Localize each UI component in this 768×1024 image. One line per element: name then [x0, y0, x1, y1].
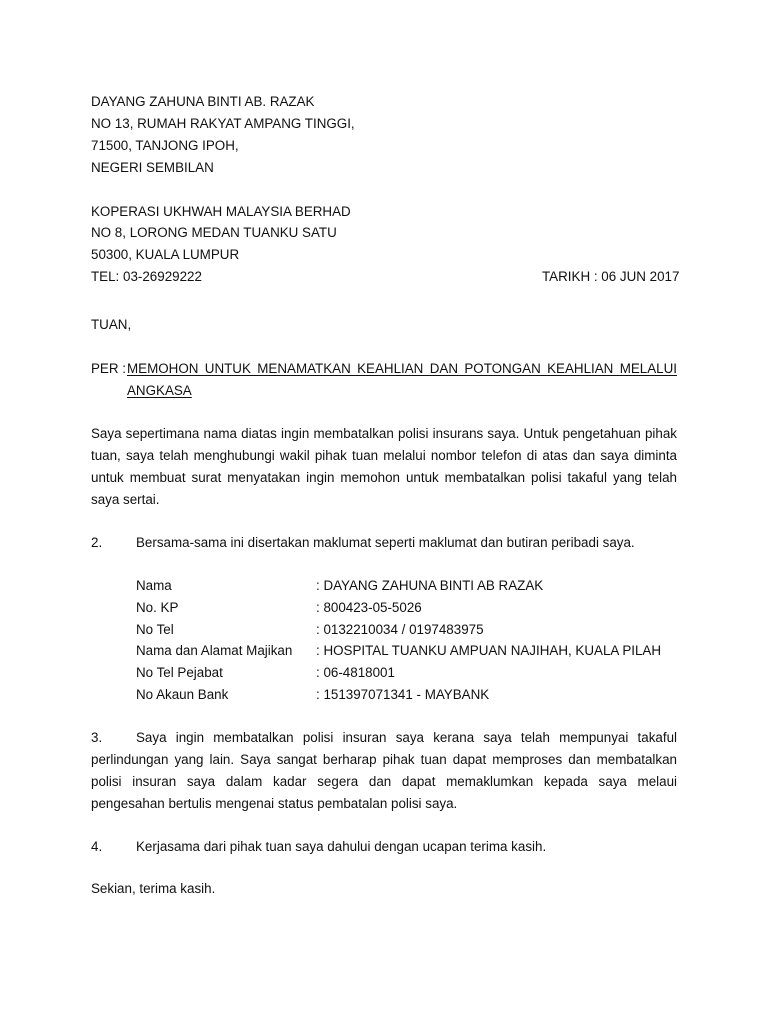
detail-label-tel-pejabat: No Tel Pejabat — [136, 665, 223, 680]
recipient-name: KOPERASI UKHWAH MALAYSIA BERHAD — [91, 204, 351, 219]
sender-address-line1: NO 13, RUMAH RAKYAT AMPANG TINGGI, — [91, 116, 355, 131]
subject-line2: ANGKASA — [127, 383, 192, 398]
closing: Sekian, terima kasih. — [91, 881, 216, 896]
detail-label-akaun-bank: No Akaun Bank — [136, 687, 229, 702]
recipient-tel: TEL: 03-26929222 — [91, 269, 202, 284]
detail-label-no-tel: No Tel — [136, 622, 174, 637]
letter-date: TARIKH : 06 JUN 2017 — [542, 269, 680, 284]
sender-name: DAYANG ZAHUNA BINTI AB. RAZAK — [91, 94, 315, 109]
detail-value-no-tel: : 0132210034 / 0197483975 — [316, 622, 484, 637]
detail-label-nama: Nama — [136, 578, 172, 593]
recipient-address-line1: NO 8, LORONG MEDAN TUANKU SATU — [91, 225, 337, 240]
subject-prefix: PER : — [91, 361, 126, 376]
item3-number: 3. — [91, 730, 103, 745]
item2-number: 2. — [91, 535, 103, 550]
detail-label-no-kp: No. KP — [136, 600, 179, 615]
detail-value-nama: : DAYANG ZAHUNA BINTI AB RAZAK — [316, 578, 544, 593]
sender-address-line3: NEGERI SEMBILAN — [91, 160, 214, 175]
item3-text: Saya ingin membatalkan polisi insuran saya kerana saya telah mempunyai takaful perlindungan yang lain. Saya sangat berharap pihak tuan dapat memproses dan membatalkan polisi insuran saya dalam kadar segera dan dapat memaklumkan kepada saya melaui pengesahan bertulis mengenai status pembatalan polisi saya. — [91, 730, 677, 811]
sender-address-line2: 71500, TANJONG IPOH, — [91, 138, 239, 153]
paragraph-1: Saya sepertimana nama diatas ingin membatalkan polisi insurans saya. Untuk pengetahuan pihak tuan, saya telah menghubungi wakil pihak tuan melalui nombor telefon di atas dan saya diminta untuk membuat surat menyatakan ingin memohon untuk membatalkan polisi takaful yang telah saya sertai. — [91, 426, 677, 507]
detail-value-akaun-bank: : 151397071341 - MAYBANK — [316, 687, 490, 702]
detail-value-no-kp: : 800423-05-5026 — [316, 600, 422, 615]
item4-text: Kerjasama dari pihak tuan saya dahului dengan ucapan terima kasih. — [136, 839, 547, 854]
detail-label-majikan: Nama dan Alamat Majikan — [136, 643, 293, 658]
detail-value-majikan: : HOSPITAL TUANKU AMPUAN NAJIHAH, KUALA PILAH — [316, 643, 662, 658]
recipient-address-line2: 50300, KUALA LUMPUR — [91, 247, 240, 262]
subject-line1: MEMOHON UNTUK MENAMATKAN KEAHLIAN DAN POTONGAN KEAHLIAN MELALUI — [127, 361, 677, 376]
item4-number: 4. — [91, 839, 103, 854]
detail-value-tel-pejabat: : 06-4818001 — [316, 665, 395, 680]
salutation: TUAN, — [91, 317, 132, 332]
item2-text: Bersama-sama ini disertakan maklumat seperti maklumat dan butiran peribadi saya. — [136, 535, 635, 550]
